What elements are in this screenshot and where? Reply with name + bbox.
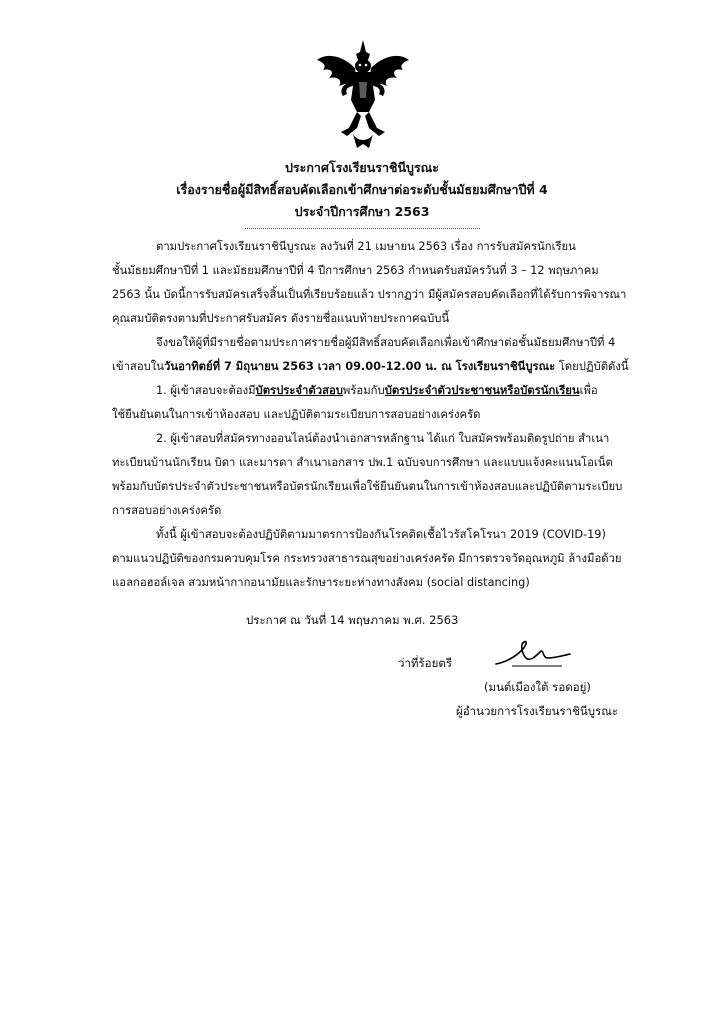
paragraph-2-line-1: จึงขอให้ผู้ที่มีรายชื่อตามประกาศรายชื่อผู้มีสิทธิ์สอบคัดเลือกเพื่อเข้าศึกษาต่อชั้นมัธยมศึกษาปีที่ 4 (156, 336, 616, 349)
paragraph-2-line-2 (112, 360, 629, 374)
item-1-line-2: ใช้ยืนยันตนในการเข้าห้องสอบ และปฏิบัติตามระเบียบการสอบอย่างเคร่งครัด (112, 408, 481, 421)
item-1-text-c: พร้อมกับ (342, 384, 385, 397)
item-2-line-1: 2. ผู้เข้าสอบที่สมัครทางออนไลน์ต้องนำเอกสารหลักฐาน ได้แก่ ใบสมัครพร้อมติดรูปถ่าย สำเนา (156, 432, 610, 445)
paragraph-1-line-4: คุณสมบัติตรงตามที่ประกาศรับสมัคร ดังรายชื่อแนบท้ายประกาศฉบับนี้ (112, 312, 450, 325)
signer-name: (มนต์เมืองใต้ รอดอยู่) (484, 680, 591, 694)
item-1-line-1 (156, 384, 598, 398)
academic-year: ประจำปีการศึกษา 2563 (294, 204, 430, 219)
title-separator (245, 228, 480, 229)
exam-card-requirement: บัตรประจำตัวสอบ (255, 384, 343, 397)
signer-rank: ว่าที่ร้อยตรี (398, 656, 452, 670)
announcement-date: ประกาศ ณ วันที่ 14 พฤษภาคม พ.ศ. 2563 (246, 613, 459, 627)
id-card-requirement: บัตรประจำตัวประชาชนหรือบัตรนักเรียน (384, 384, 580, 397)
signature-icon (492, 636, 572, 670)
paragraph-3-line-2: ตามแนวปฏิบัติของกรมควบคุมโรค กระทรวงสาธารณสุขอย่างเคร่งครัด มีการตรวจวัดอุณหภูมิ ล้างมือด้วย (112, 552, 622, 565)
item-2-line-3: พร้อมกับบัตรประจำตัวประชาชนหรือบัตรนักเรียนเพื่อใช้ยืนยันตนในการเข้าห้องสอบและปฏิบัติตามระเบียบ (112, 480, 623, 493)
signer-position: ผู้อำนวยการโรงเรียนราชินีบูรณะ (456, 704, 619, 718)
announcement-title: ประกาศโรงเรียนราชินีบูรณะ (285, 160, 439, 175)
exam-date-location: วันอาทิตย์ที่ 7 มิถุนายน 2563 เวลา 09.00-12.00 น. ณ โรงเรียนราชินีบูรณะ (164, 360, 556, 373)
item-2-line-4: การสอบอย่างเคร่งครัด (112, 504, 222, 517)
paragraph-2-tail: โดยปฏิบัติดังนี้ (555, 360, 629, 373)
paragraph-3-line-1: ทั้งนี้ ผู้เข้าสอบจะต้องปฏิบัติตามมาตรการป้องกันโรคติดเชื้อไวรัสโคโรนา 2019 (COVID-19) (156, 528, 606, 541)
item-1-text-a: 1. ผู้เข้าสอบจะต้องมี (156, 384, 256, 397)
item-2-line-2: ทะเบียนบ้านนักเรียน บิดา และมารดา สำเนาเอกสาร ปพ.1 ฉบับจบการศึกษา และแบบแจ้งคะแนนโอเน็ต (112, 456, 613, 469)
item-1-text-e: เพื่อ (579, 384, 598, 397)
paragraph-1-line-3: 2563 นั้น บัดนี้การรับสมัครเสร็จสิ้นเป็นที่เรียบร้อยแล้ว ปรากฏว่า มีผู้สมัครสอบคัดเลือกที่ได้รับการพิจารณา (112, 288, 627, 301)
paragraph-3-line-3: แอลกอฮอล์เจล สวมหน้ากากอนามัยและรักษาระยะห่างทางสังคม (social distancing) (112, 576, 530, 589)
announcement-subject: เรื่องรายชื่อผู้มีสิทธิ์สอบคัดเลือกเข้าศึกษาต่อระดับชั้นมัธยมศึกษาปีที่ 4 (176, 182, 548, 197)
garuda-emblem-icon (313, 38, 413, 152)
paragraph-1-line-2: ชั้นมัธยมศึกษาปีที่ 1 และมัธยมศึกษาปีที่ 4 ปีการศึกษา 2563 กำหนดรับสมัครวันที่ 3 – 12 พฤษภาคม (112, 264, 599, 277)
paragraph-2-lead: เข้าสอบใน (112, 360, 165, 373)
paragraph-1-line-1: ตามประกาศโรงเรียนราชินีบูรณะ ลงวันที่ 21 เมษายน 2563 เรื่อง การรับสมัครนักเรียน (156, 240, 576, 253)
